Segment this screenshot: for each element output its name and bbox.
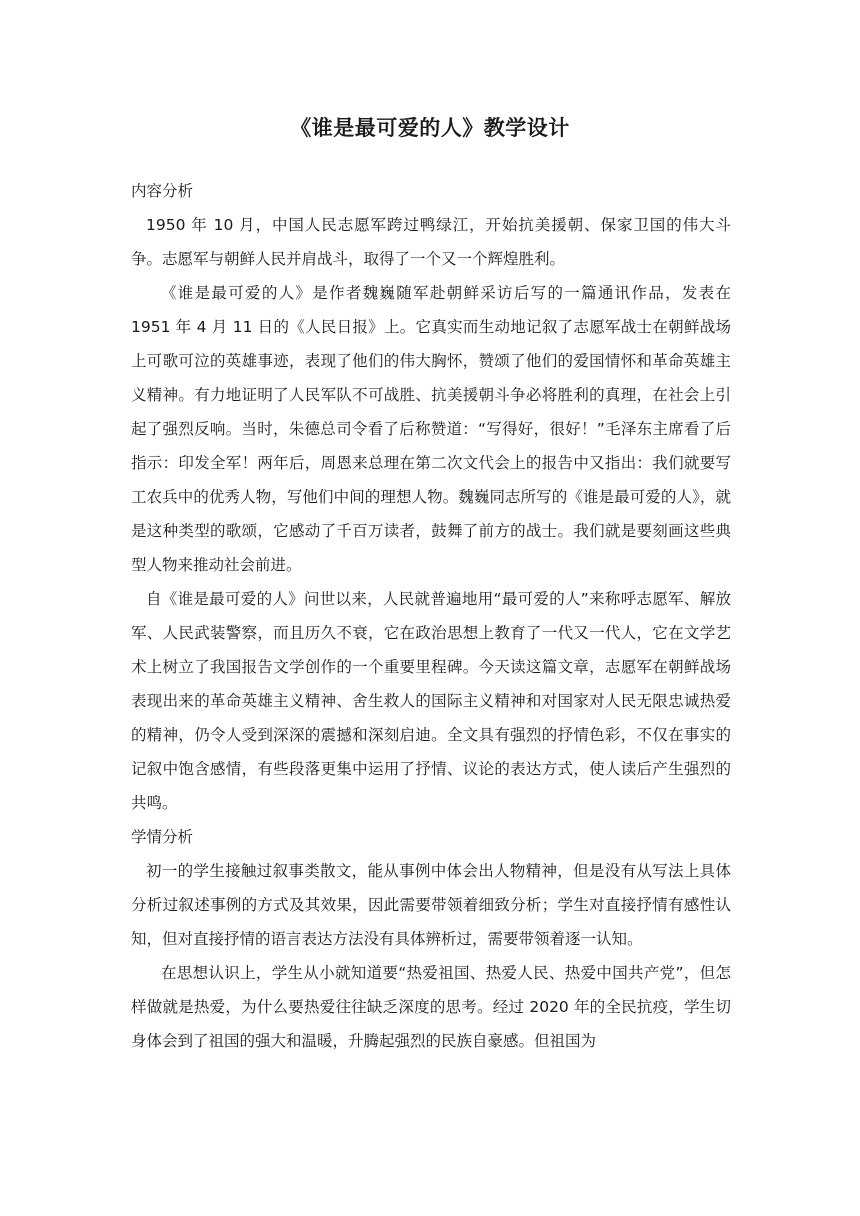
- paragraph: 初一的学生接触过叙事类散文，能从事例中体会出人物精神，但是没有从写法上具体分析过叙述事例的方式及其效果，因此需要带领着细致分析；学生对直接抒情有感性认知，但对直接抒情的语言表达方法没有具体辨析过，需要带领着逐一认知。: [131, 862, 731, 948]
- document-title: 《谁是最可爱的人》教学设计: [290, 116, 570, 140]
- paragraph: 《谁是最可爱的人》是作者魏巍随军赴朝鲜采访后写的一篇通讯作品，发表在 1951 年 4 月 11 日的《人民日报》上。它真实而生动地记叙了志愿军战士在朝鲜战场上可歌可泣的英雄事迹，表现了他们的伟大胸怀，赞颂了他们的爱国情怀和革命英雄主义精神。有力地证明了人民军队不可战胜、抗美援朝斗争必将胜利的真理，在社会上引起了强烈反响。当时，朱德总司令看了后称赞道：“写得好，很好！”毛泽东主席看了后指示：印发全军！两年后，周恩来总理在第二次文代会上的报告中又指出：我们就要写工农兵中的优秀人物，写他们中间的理想人物。魏巍同志所写的《谁是最可爱的人》，就是这种类型的歌颂，它感动了千百万读者，鼓舞了前方的战士。我们就是要刻画这些典型人物来推动社会前进。: [131, 284, 731, 574]
- paragraph: 在思想认识上，学生从小就知道要“热爱祖国、热爱人民、热爱中国共产党”，但怎样做就是热爱，为什么要热爱往往缺乏深度的思考。经过 2020 年的全民抗疫，学生切身体会到了祖国的强大和温暖，升腾起强烈的民族自豪感。但祖国为: [131, 964, 731, 1050]
- paragraph: 1950 年 10 月，中国人民志愿军跨过鸭绿江，开始抗美援朝、保家卫国的伟大斗争。志愿军与朝鲜人民并肩战斗，取得了一个又一个辉煌胜利。: [131, 216, 731, 268]
- section-heading-learner-analysis: 学情分析: [131, 828, 194, 846]
- paragraph: 自《谁是最可爱的人》问世以来，人民就普遍地用“最可爱的人”来称呼志愿军、解放军、人民武装警察，而且历久不衰，它在政治思想上教育了一代又一代人，它在文学艺术上树立了我国报告文学创作的一个重要里程碑。今天读这篇文章，志愿军在朝鲜战场表现出来的革命英雄主义精神、舍生救人的国际主义精神和对国家对人民无限忠诚热爱的精神，仍令人受到深深的震撼和深刻启迪。全文具有强烈的抒情色彩，不仅在事实的记叙中饱含感情，有些段落更集中运用了抒情、议论的表达方式，使人读后产生强烈的共鸣。: [131, 590, 731, 812]
- section-heading-content-analysis: 内容分析: [131, 182, 194, 200]
- document-body: [131, 174, 731, 1058]
